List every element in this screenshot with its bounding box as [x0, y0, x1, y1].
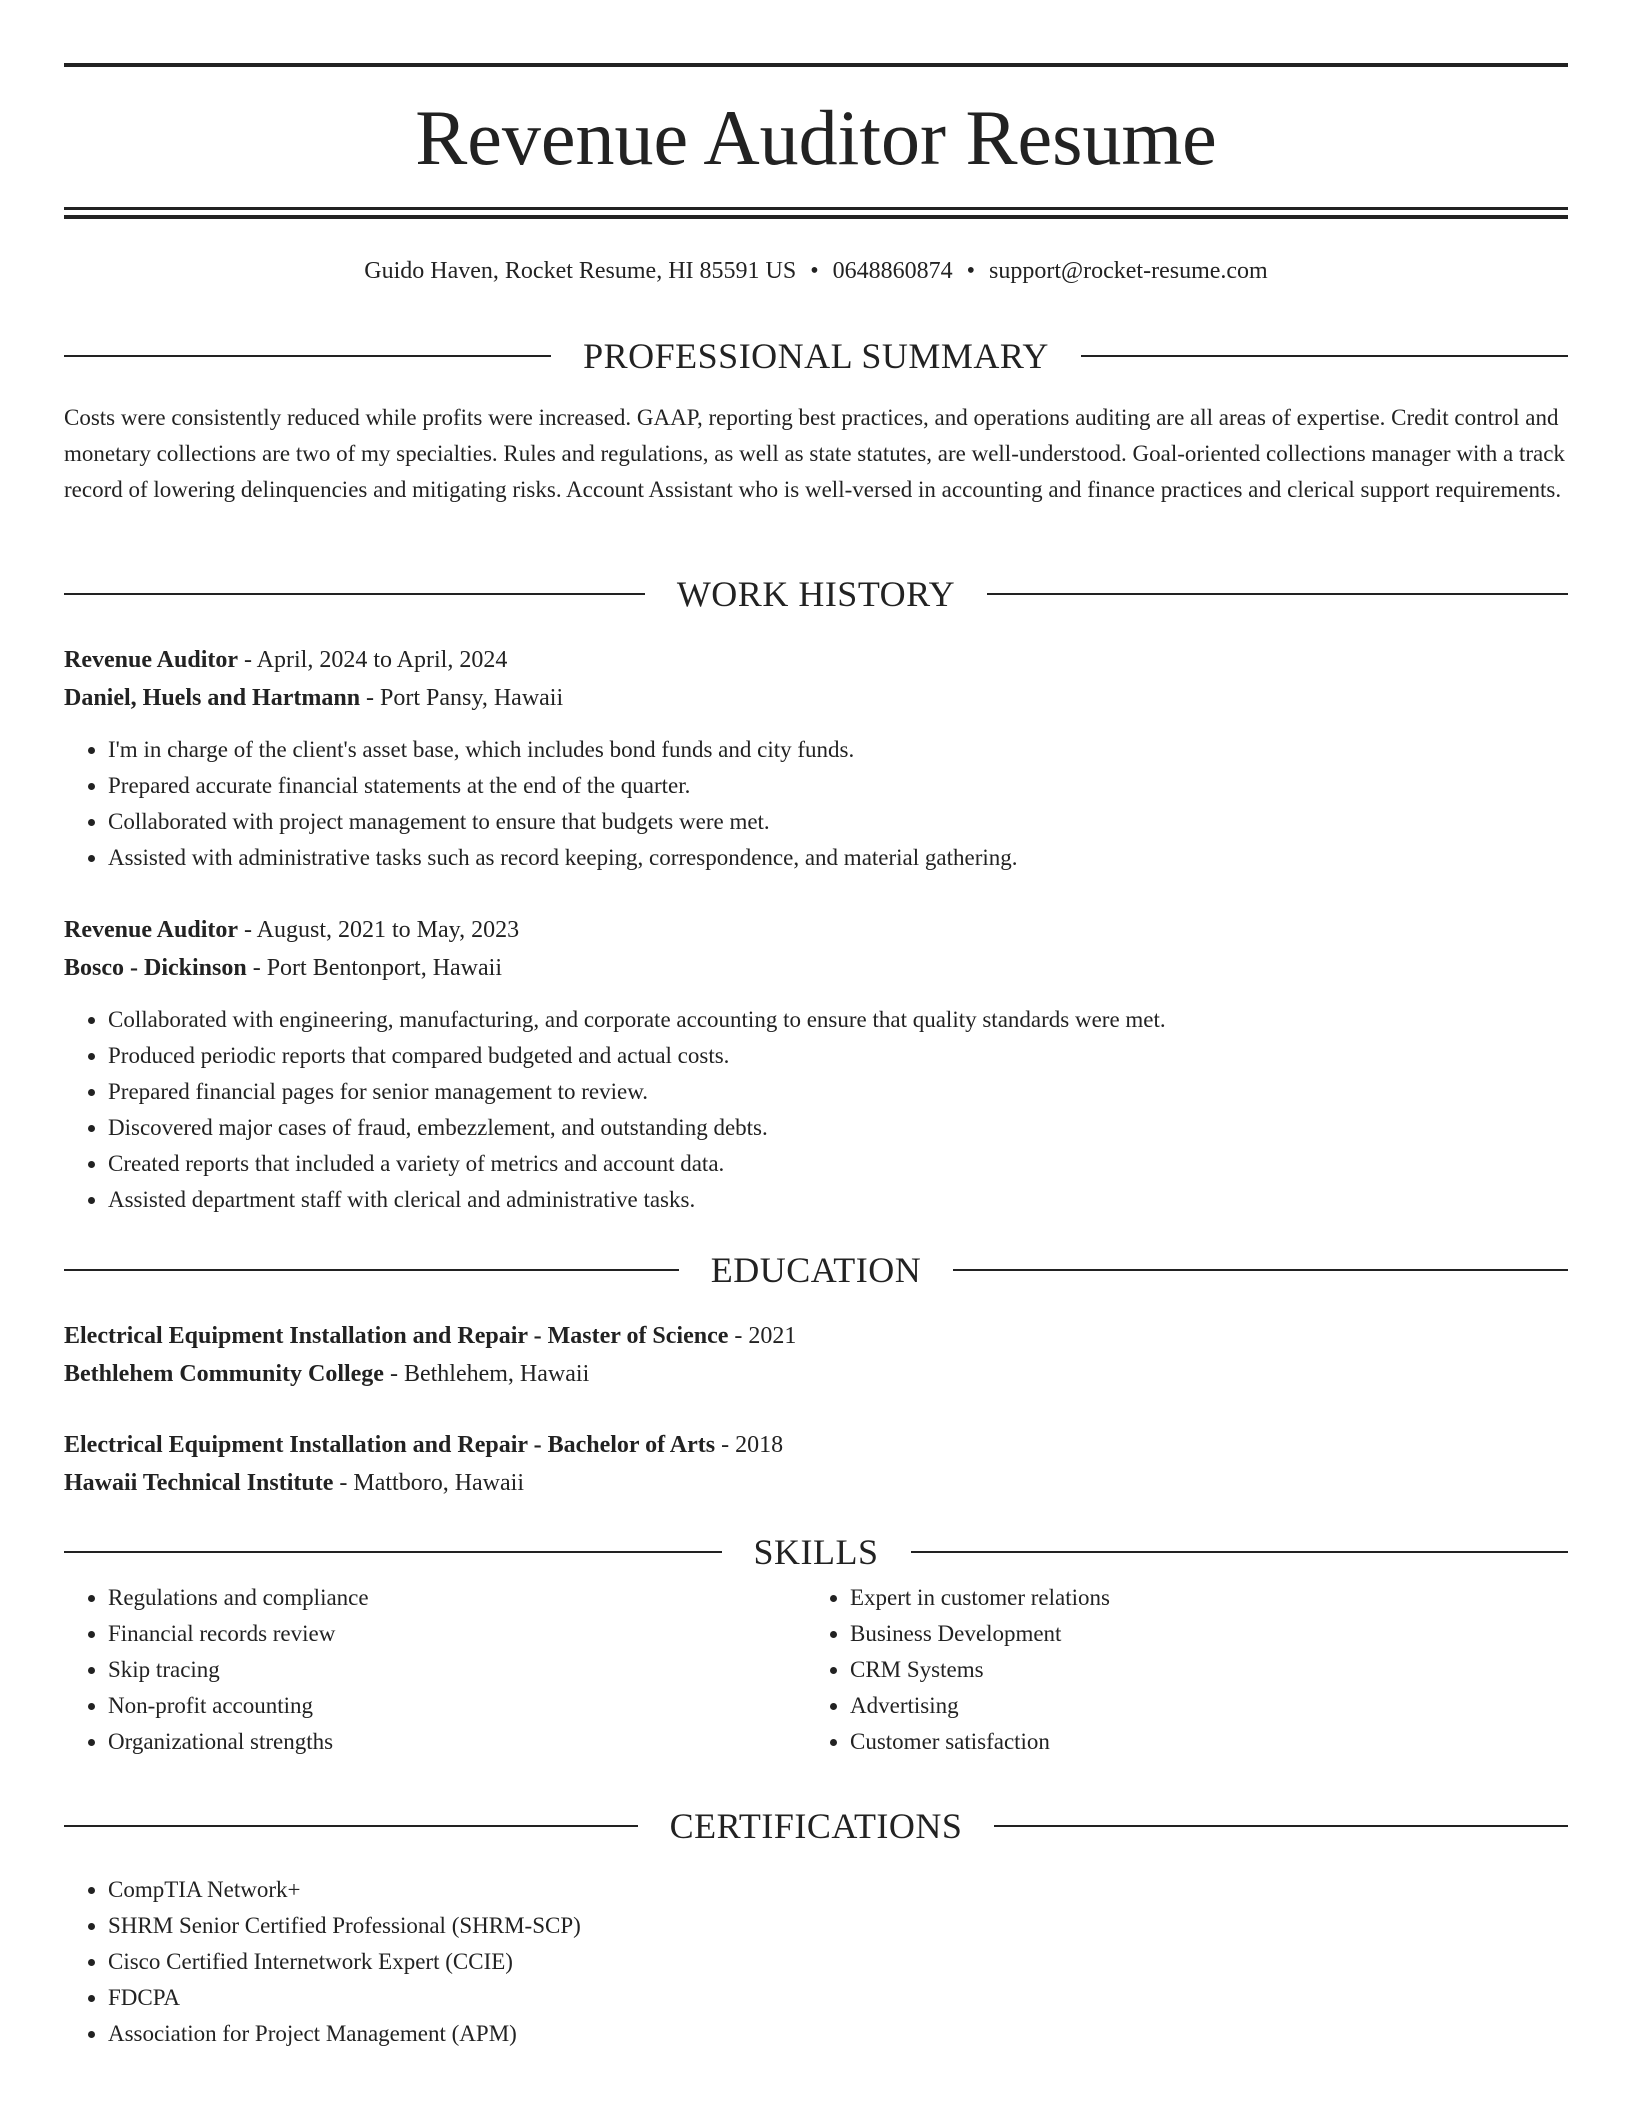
education-degree: Electrical Equipment Installation and Repair - Master of Science — [64, 1323, 729, 1349]
list-item: • Collaborated with project management to ensure that budgets were met. — [108, 804, 1018, 840]
education-location: - Mattboro, Hawaii — [333, 1470, 524, 1496]
contact-email: support@rocket-resume.com — [989, 258, 1268, 284]
job-company-row — [64, 949, 1568, 987]
section-title: WORK HISTORY — [676, 574, 956, 614]
list-item: • Regulations and compliance — [108, 1580, 369, 1616]
education-year: - 2018 — [715, 1432, 784, 1458]
section-rule-right — [953, 1269, 1568, 1271]
list-item: • Association for Project Management (APM) — [108, 2016, 581, 2052]
list-item: • CRM Systems — [850, 1652, 1110, 1688]
list-item: • Assisted with administrative tasks such as record keeping, correspondence, and material gathering. — [108, 840, 1018, 876]
job-entry — [64, 641, 1568, 717]
job-title-row — [64, 911, 1568, 949]
section-rule-left — [64, 355, 551, 357]
list-item: • Customer satisfaction — [850, 1724, 1110, 1760]
job-bullets — [64, 1002, 1166, 1218]
job-company: Bosco - Dickinson — [64, 955, 247, 981]
list-item: • Cisco Certified Internetwork Expert (CCIE) — [108, 1944, 581, 1980]
header-top-rule — [64, 63, 1568, 67]
list-item: • Non-profit accounting — [108, 1688, 369, 1724]
job-title-row — [64, 641, 1568, 679]
education-degree-row — [64, 1317, 1568, 1355]
list-item: • Prepared accurate financial statements at the end of the quarter. — [108, 768, 1018, 804]
job-title: Revenue Auditor — [64, 917, 238, 943]
job-location: - Port Pansy, Hawaii — [360, 685, 564, 711]
section-rule-left — [64, 1269, 679, 1271]
header-bottom-rule-2 — [64, 215, 1568, 219]
list-item: • I'm in charge of the client's asset base, which includes bond funds and city funds. — [108, 732, 1018, 768]
section-rule-left — [64, 593, 645, 595]
section-heading-education — [64, 1248, 1568, 1292]
section-heading-certifications — [64, 1804, 1568, 1848]
section-title: CERTIFICATIONS — [669, 1806, 963, 1846]
education-school: Hawaii Technical Institute — [64, 1470, 334, 1496]
section-rule-left — [64, 1825, 638, 1827]
certifications-list — [64, 1872, 581, 2052]
list-item: • CompTIA Network+ — [108, 1872, 581, 1908]
section-title: SKILLS — [753, 1532, 879, 1572]
section-title: PROFESSIONAL SUMMARY — [583, 336, 1049, 376]
section-rule-right — [911, 1551, 1569, 1553]
list-item: • Advertising — [850, 1688, 1110, 1724]
summary-text: Costs were consistently reduced while profits were increased. GAAP, reporting best practices, and operations auditing are all areas of expertise. Credit control and monetary collections are two of my specialties. Rules and regulations, as well as state statutes, are well-understood. Goal-oriented collections manager with a track record of lowering delinquencies and mitigating risks. Account Assistant who is well-versed in accounting and finance practices and clerical support requirements. — [64, 405, 1565, 502]
job-title: Revenue Auditor — [64, 647, 238, 673]
list-item: • SHRM Senior Certified Professional (SHRM-SCP) — [108, 1908, 581, 1944]
education-year: - 2021 — [728, 1323, 797, 1349]
contact-line — [64, 255, 1568, 287]
list-item: • Financial records review — [108, 1616, 369, 1652]
list-item: • Produced periodic reports that compared budgeted and actual costs. — [108, 1038, 1166, 1074]
list-item: • Created reports that included a variety of metrics and account data. — [108, 1146, 1166, 1182]
section-rule-right — [1081, 355, 1568, 357]
job-company-row — [64, 679, 1568, 717]
list-item: • Collaborated with engineering, manufacturing, and corporate accounting to ensure that quality standards were met. — [108, 1002, 1166, 1038]
page-title: Revenue Auditor Resume — [415, 94, 1217, 181]
section-title: EDUCATION — [710, 1250, 922, 1290]
list-item: • Assisted department staff with clerical and administrative tasks. — [108, 1182, 1166, 1218]
education-entry — [64, 1426, 1568, 1502]
education-school-row — [64, 1464, 1568, 1502]
education-school: Bethlehem Community College — [64, 1361, 384, 1387]
header-bottom-rule-1 — [64, 207, 1568, 210]
list-item: • FDCPA — [108, 1980, 581, 2016]
job-dates: - April, 2024 to April, 2024 — [238, 647, 508, 673]
job-location: - Port Bentonport, Hawaii — [246, 955, 502, 981]
job-entry — [64, 911, 1568, 987]
list-item: • Expert in customer relations — [850, 1580, 1110, 1616]
education-degree-row — [64, 1426, 1568, 1464]
job-company: Daniel, Huels and Hartmann — [64, 685, 361, 711]
section-rule-right — [994, 1825, 1568, 1827]
contact-separator: • — [810, 258, 819, 284]
section-rule-left — [64, 1551, 722, 1553]
education-school-row — [64, 1355, 1568, 1393]
list-item: • Discovered major cases of fraud, embezzlement, and outstanding debts. — [108, 1110, 1166, 1146]
skills-list-right — [806, 1580, 1110, 1760]
contact-address: Guido Haven, Rocket Resume, HI 85591 US — [364, 258, 797, 284]
list-item: • Skip tracing — [108, 1652, 369, 1688]
section-rule-right — [987, 593, 1568, 595]
section-heading-skills — [64, 1530, 1568, 1574]
list-item: • Organizational strengths — [108, 1724, 369, 1760]
contact-separator: • — [966, 258, 976, 284]
job-bullets — [64, 732, 1018, 876]
education-degree: Electrical Equipment Installation and Repair - Bachelor of Arts — [64, 1432, 716, 1458]
list-item: • Prepared financial pages for senior management to review. — [108, 1074, 1166, 1110]
education-entry — [64, 1317, 1568, 1393]
contact-phone: 0648860874 — [832, 258, 953, 284]
skills-list-left — [64, 1580, 369, 1760]
job-dates: - August, 2021 to May, 2023 — [238, 917, 520, 943]
list-item: • Business Development — [850, 1616, 1110, 1652]
section-heading-summary — [64, 334, 1568, 378]
education-location: - Bethlehem, Hawaii — [383, 1361, 590, 1387]
section-heading-work — [64, 572, 1568, 616]
